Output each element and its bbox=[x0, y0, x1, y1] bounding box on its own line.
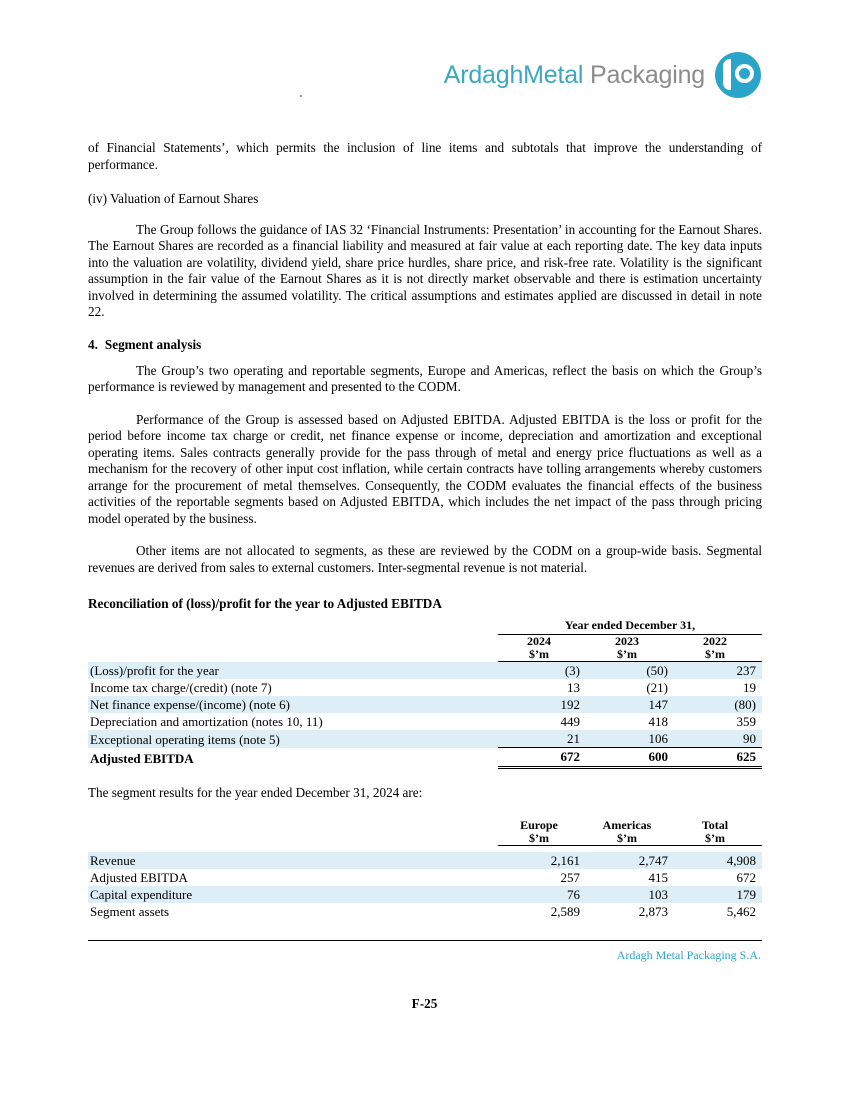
table1-row1-2022: 19 bbox=[743, 680, 756, 695]
table2-row0-total: 4,908 bbox=[674, 852, 762, 869]
table1-row4-2024: 21 bbox=[498, 730, 586, 748]
table2-row3-europe: 2,589 bbox=[550, 903, 580, 919]
section-heading-4 bbox=[88, 337, 762, 353]
table-row bbox=[88, 662, 762, 680]
reconciliation-table bbox=[88, 618, 762, 769]
table1-row2-2023: 147 bbox=[586, 696, 674, 713]
table2-row1-label: Adjusted EBITDA bbox=[90, 869, 188, 885]
table2-row2-europe: 76 bbox=[498, 886, 586, 903]
table-row bbox=[88, 903, 762, 920]
paragraph-segments-overview: The Group’s two operating and reportable segments, Europe and Americas, reflect the basis on which the Group’s performance is reviewed by management and presented to the CODM. bbox=[88, 362, 762, 394]
footer-entity-name: Ardagh Metal Packaging S.A. bbox=[616, 948, 761, 962]
table2-row0-europe: 2,161 bbox=[498, 852, 586, 869]
logo-word-metal: Metal bbox=[523, 60, 584, 89]
subheading-iv: (iv) Valuation of Earnout Shares bbox=[88, 191, 259, 206]
section-number: 4. bbox=[88, 336, 98, 352]
table1-row3-2022: 359 bbox=[736, 714, 756, 729]
table1-row2-2022: (80) bbox=[674, 696, 762, 713]
section-title: Segment analysis bbox=[104, 336, 202, 352]
table2-row0-label: Revenue bbox=[88, 852, 460, 869]
table1-row3-2023: 418 bbox=[648, 714, 668, 729]
paragraph-adjusted-ebitda: Performance of the Group is assessed based on Adjusted EBITDA. Adjusted EBITDA is the loss or profit for the period before income tax charge or credit, net finance expense or income, depreciation and amortization and exceptional operating items. Sales contracts generally provide for the pass through of metal and energy price fluctuations as well as a mechanism for the recovery of other input cost inflation, while certain contracts have tolling arrangements whereby customers arrange for the procurement of metal themselves. Consequently, the CODM evaluates the financial effects of the business activities of the reportable segments based on Adjusted EBITDA, which includes the net impact of the pass through pricing model operated by the business. bbox=[88, 411, 762, 526]
table2-row3-total: 5,462 bbox=[726, 903, 756, 919]
table1-span-header-row bbox=[88, 618, 762, 635]
page-content bbox=[88, 140, 762, 920]
table1-row0-2022: 237 bbox=[674, 662, 762, 680]
table2-col-total: Total $’m bbox=[674, 819, 762, 846]
ardagh-roundel-icon bbox=[715, 52, 761, 98]
table1-col-2024: 2024 $’m bbox=[498, 635, 586, 662]
table2-row1-total: 672 bbox=[736, 869, 756, 885]
footer-divider bbox=[88, 940, 762, 941]
table-row bbox=[88, 886, 762, 903]
paragraph-other-items: Other items are not allocated to segments, as these are reviewed by the CODM on a group-wide basis. Segmental revenues are derived from sales to external customers. Inter-segmental revenue is not material. bbox=[88, 543, 762, 575]
table1-row3-2024: 449 bbox=[560, 714, 580, 729]
logo-wordmark bbox=[444, 61, 705, 90]
table1-row0-2023: (50) bbox=[586, 662, 674, 680]
table2-row3-americas: 2,873 bbox=[638, 903, 668, 919]
logo-word-packaging: Packaging bbox=[583, 60, 705, 89]
paragraph-earnout-valuation: The Group follows the guidance of IAS 32 ‘Financial Instruments: Presentation’ in accounting for the Earnout Shares. The Earnout Shares are recorded as a financial liability and measured at fair value at each reporting date. The key data inputs into the valuation are volatility, dividend yield, share price hurdles, share price, and risk-free rate. Volatility is the significant assumption in the fair value of the Earnout Shares as it is not directly market observable and there is estimation uncertainty involved in determining the assumed volatility. The critical assumptions and estimates applied are discussed in detail in note 22. bbox=[88, 221, 762, 319]
table2-row0-americas: 2,747 bbox=[586, 852, 674, 869]
table2-col-americas: Americas $’m bbox=[586, 819, 674, 846]
segment-results-table bbox=[88, 819, 762, 920]
segment-results-note: The segment results for the year ended December 31, 2024 are: bbox=[88, 785, 423, 800]
table-row bbox=[88, 869, 762, 886]
logo-word-ardagh: Ardagh bbox=[443, 60, 524, 89]
table2-row2-americas: 103 bbox=[586, 886, 674, 903]
table1-total-2023: 600 bbox=[586, 748, 674, 768]
stray-mark bbox=[300, 95, 302, 97]
table1-row2-2024: 192 bbox=[498, 696, 586, 713]
table1-col-2023: 2023 $’m bbox=[586, 635, 674, 662]
table1-row3-label: Depreciation and amortization (notes 10, 11) bbox=[90, 714, 323, 729]
table-row bbox=[88, 730, 762, 748]
table2-row3-label: Segment assets bbox=[90, 903, 170, 919]
table-row bbox=[88, 852, 762, 869]
table2-row2-total: 179 bbox=[674, 886, 762, 903]
company-logo bbox=[444, 52, 761, 98]
table2-row1-europe: 257 bbox=[560, 869, 580, 885]
table1-total-2022: 625 bbox=[674, 748, 762, 768]
table1-col-2022: 2022 $’m bbox=[674, 635, 762, 662]
table1-row0-label: (Loss)/profit for the year bbox=[88, 662, 460, 680]
table1-title: Reconciliation of (loss)/profit for the year to Adjusted EBITDA bbox=[88, 596, 442, 611]
table2-row2-label: Capital expenditure bbox=[88, 886, 460, 903]
table2-row1-americas: 415 bbox=[648, 869, 668, 885]
table-row bbox=[88, 713, 762, 730]
table1-row2-label: Net finance expense/(income) (note 6) bbox=[88, 696, 460, 713]
table-row bbox=[88, 679, 762, 696]
table1-total-2024: 672 bbox=[498, 748, 586, 768]
table1-row4-2023: 106 bbox=[586, 730, 674, 748]
table2-column-header-row bbox=[88, 819, 762, 846]
table1-total-row bbox=[88, 748, 762, 768]
table1-row1-label: Income tax charge/(credit) (note 7) bbox=[90, 680, 272, 695]
table2-col-europe: Europe $’m bbox=[498, 819, 586, 846]
paragraph-continuation: of Financial Statements’, which permits the inclusion of line items and subtotals that improve the understanding of performance. bbox=[88, 140, 762, 172]
table1-row4-2022: 90 bbox=[674, 730, 762, 748]
table1-row4-label: Exceptional operating items (note 5) bbox=[88, 730, 460, 748]
page-number: F-25 bbox=[411, 996, 438, 1011]
table1-column-header-row bbox=[88, 635, 762, 662]
table1-row1-2023: (21) bbox=[646, 680, 668, 695]
table1-row0-2024: (3) bbox=[498, 662, 586, 680]
table1-total-label: Adjusted EBITDA bbox=[90, 750, 194, 766]
table1-row1-2024: 13 bbox=[567, 680, 580, 695]
table-row bbox=[88, 696, 762, 713]
table1-span-header: Year ended December 31, bbox=[498, 618, 762, 635]
